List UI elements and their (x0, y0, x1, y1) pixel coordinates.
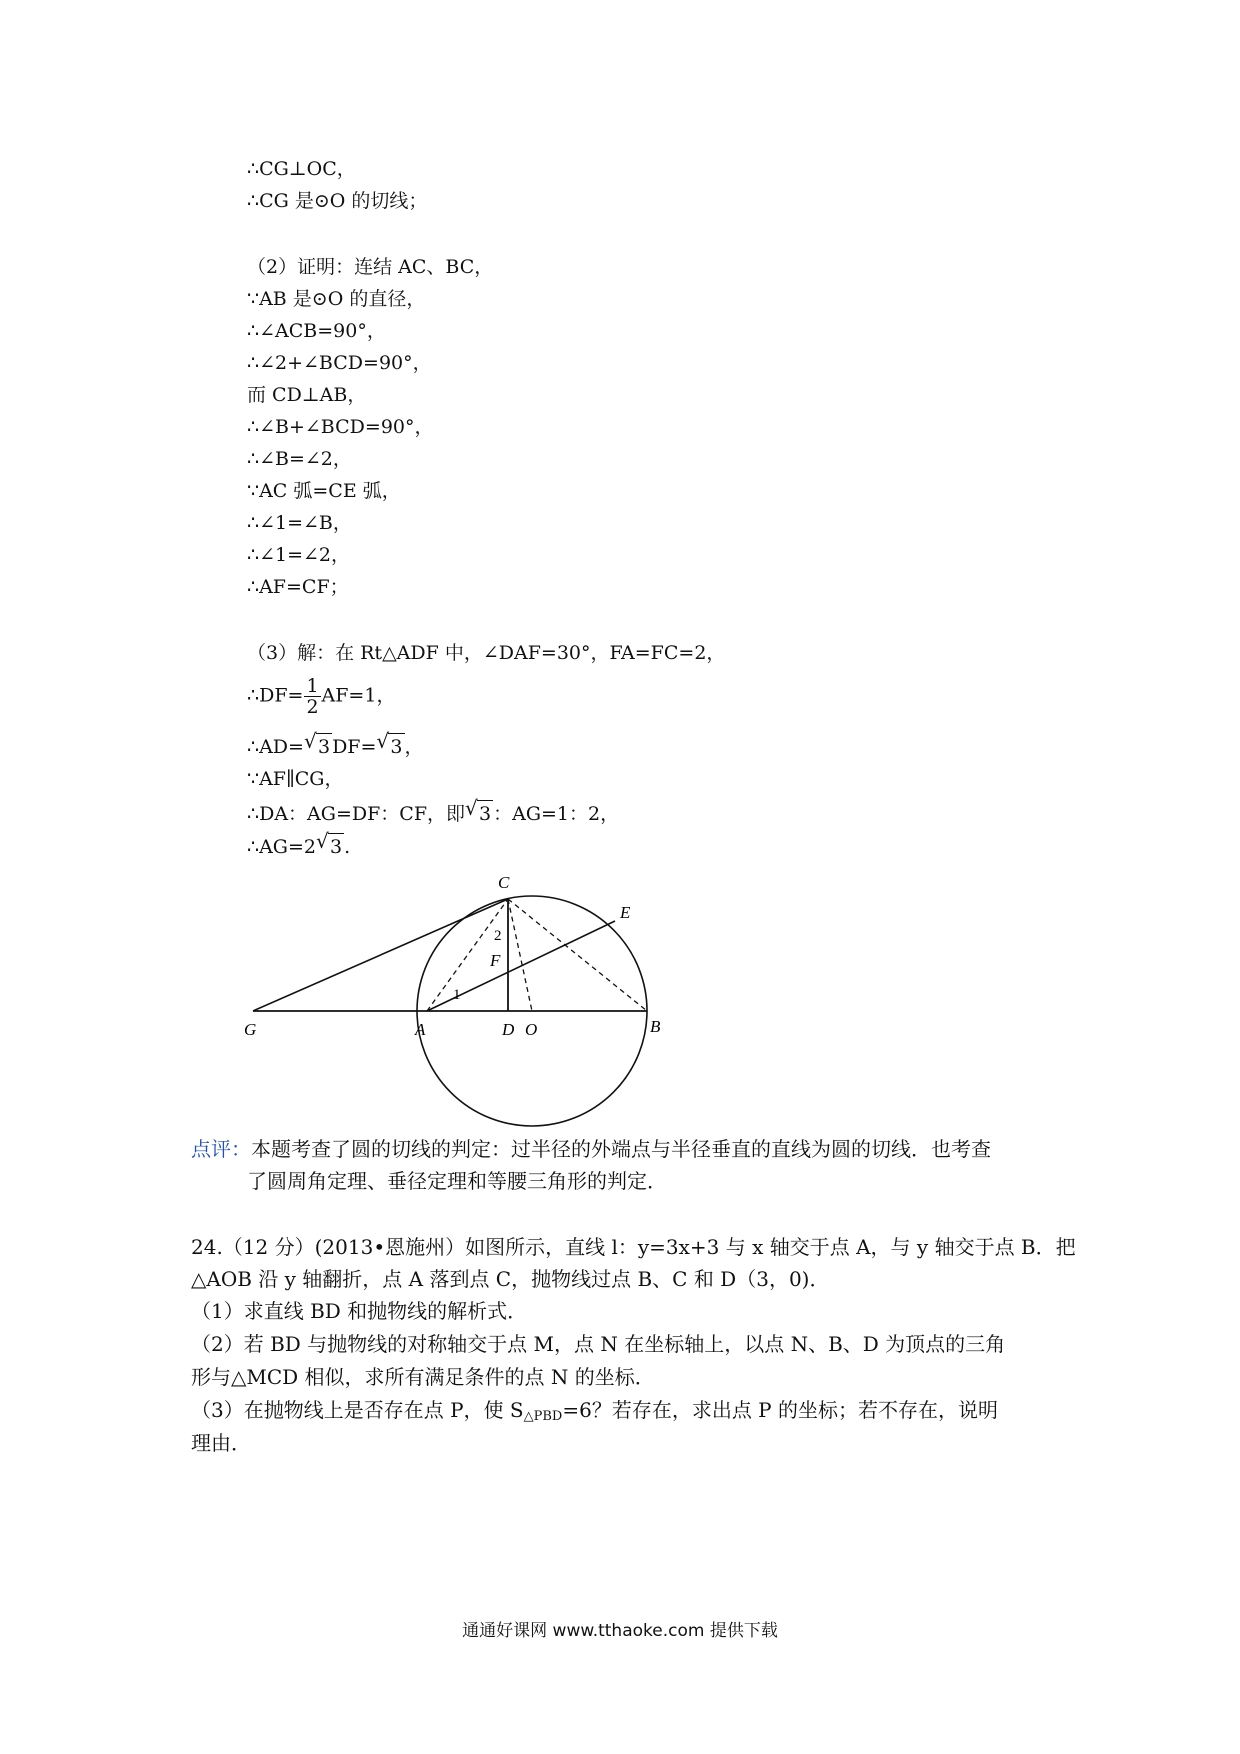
label-b: B (650, 1017, 661, 1036)
text-segment: ：AG=1：2， (493, 803, 620, 825)
sqrt-radicand: √ 3 (316, 733, 332, 760)
text-line: ∴∠B=∠2， (247, 448, 352, 470)
problem-question (191, 1397, 998, 1430)
text-line (247, 676, 395, 717)
page-footer: 通通好课网 www.tthaoke.com 提供下载 (462, 1621, 778, 1641)
text-line: ∴∠B+∠BCD=90°， (247, 416, 434, 438)
label-o: O (525, 1020, 538, 1039)
geometry-figure (240, 868, 690, 1130)
text-segment: （3）在抛物线上是否存在点 P，使 S (191, 1398, 524, 1422)
label-c: C (498, 873, 510, 892)
text-line (247, 833, 350, 860)
text-line: ∵AF∥CG， (247, 768, 344, 790)
comment-text: 本题考查了圆的切线的判定：过半径的外端点与半径垂直的直线为圆的切线．也考查 (251, 1137, 991, 1161)
text-segment: =6？若存在，求出点 P 的坐标；若不存在，说明 (562, 1398, 998, 1422)
text-segment: ， (404, 736, 424, 758)
text-segment: . (344, 836, 351, 858)
problem-question: （2）若 BD 与抛物线的对称轴交于点 M，点 N 在坐标轴上，以点 N、B、D 为顶点的三角 (191, 1332, 1006, 1356)
comment-line (191, 1136, 991, 1162)
line-gc (253, 899, 508, 1011)
text-line: ∴∠ACB=90°， (247, 320, 386, 342)
label-e: E (620, 903, 631, 922)
text-line: ∴AF=CF； (247, 576, 349, 598)
text-line: ∴∠2+∠BCD=90°， (247, 352, 432, 374)
text-segment: ∴DF= (247, 684, 304, 707)
fraction (304, 676, 320, 717)
label-angle-2: 2 (494, 928, 502, 944)
text-segment: DF= (332, 736, 377, 758)
fraction-denominator: 2 (306, 696, 319, 718)
text-line: 而 CD⊥AB， (247, 384, 367, 406)
comment-label: 点评： (191, 1137, 251, 1161)
section-heading: （2）证明：连结 AC、BC， (247, 256, 494, 278)
label-d: D (502, 1020, 515, 1039)
line-co (508, 899, 532, 1011)
text-line: ∵AC 弧=CE 弧， (247, 480, 401, 502)
text-line: ∴CG 是⊙O 的切线； (247, 190, 428, 212)
sqrt-radicand: √ 3 (328, 833, 344, 860)
sqrt-radicand: √ 3 (388, 733, 404, 760)
text-line: ∴CG⊥OC， (247, 158, 356, 180)
subscript: △PBD (523, 1409, 563, 1424)
text-line (247, 800, 619, 827)
sqrt-radicand: √ 3 (477, 800, 493, 827)
label-g: G (244, 1020, 257, 1039)
text-line (247, 733, 424, 760)
label-angle-1: 1 (453, 987, 461, 1003)
text-segment: AF=1， (321, 684, 396, 707)
problem-line: 形与△MCD 相似，求所有满足条件的点 N 的坐标． (191, 1365, 655, 1389)
problem-line: △AOB 沿 y 轴翻折，点 A 落到点 C，抛物线过点 B、C 和 D（3，0)． (191, 1267, 830, 1291)
text-line: ∵AB 是⊙O 的直径， (247, 288, 426, 310)
text-line: ∴∠1=∠B， (247, 512, 352, 534)
problem-line: 理由． (191, 1431, 251, 1455)
text-segment: ∴DA：AG=DF：CF，即 (247, 803, 465, 825)
problem-line: 24.（12 分）(2013•恩施州）如图所示，直线 l：y=3x+3 与 x 轴交于点 A，与 y 轴交于点 B．把 (191, 1235, 1076, 1259)
text-segment: ∴AG=2 (247, 836, 316, 858)
label-a: A (415, 1020, 426, 1039)
section-heading: （3）解：在 Rt△ADF 中，∠DAF=30°，FA=FC=2， (247, 642, 726, 664)
fraction-numerator: 1 (306, 675, 319, 697)
label-f: F (490, 951, 501, 970)
text-segment: ∴AD= (247, 736, 304, 758)
text-line: ∴∠1=∠2， (247, 544, 351, 566)
problem-question: （1）求直线 BD 和抛物线的解析式． (191, 1299, 528, 1323)
comment-line: 了圆周角定理、垂径定理和等腰三角形的判定． (247, 1169, 667, 1193)
